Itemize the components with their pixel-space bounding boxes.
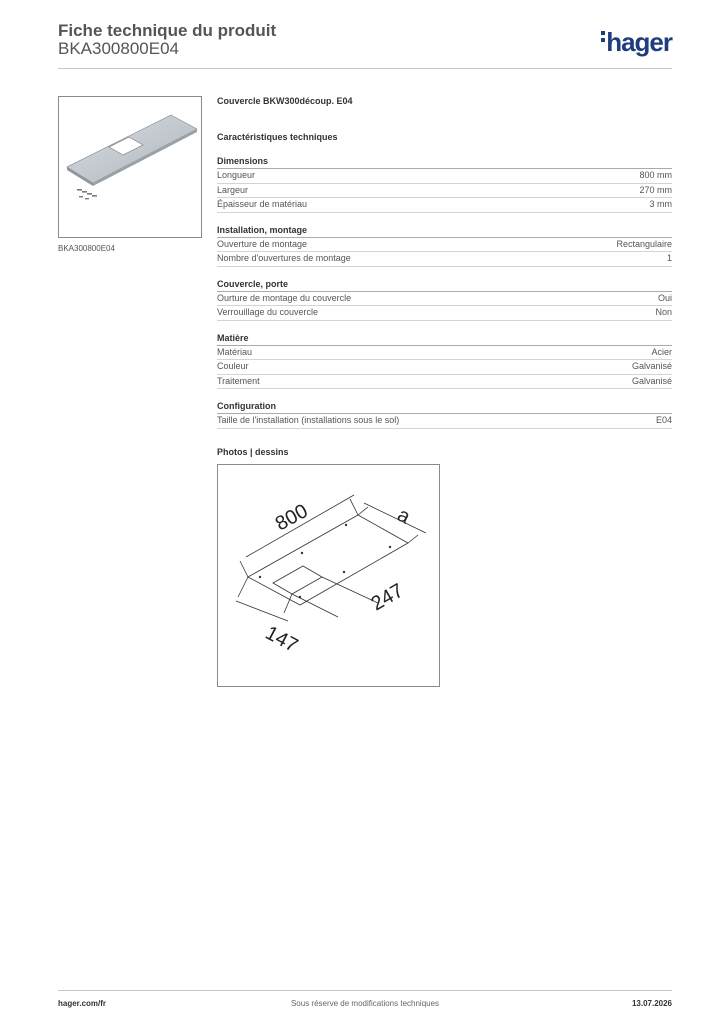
spec-row xyxy=(217,306,672,321)
ext-line xyxy=(238,577,248,597)
dim-line-a xyxy=(364,503,426,533)
mounting-hole-dots xyxy=(259,524,391,598)
dim-label-800: 800 xyxy=(271,499,312,536)
spec-row xyxy=(217,252,672,267)
spec-row xyxy=(217,414,672,429)
footer-date: 13.07.2026 xyxy=(631,999,672,1008)
spec-row xyxy=(217,360,672,375)
spec-value: Acier xyxy=(651,346,672,357)
spec-value: 1 xyxy=(666,253,672,263)
spec-value: Non xyxy=(655,307,672,317)
section-title: Configuration xyxy=(217,401,672,414)
spec-label: Verrouillage du couvercle xyxy=(217,307,319,317)
spec-value: 3 mm xyxy=(649,199,672,209)
screw-set-icon xyxy=(77,189,97,199)
dim-label-147: 147 xyxy=(261,621,302,658)
dim-line-147 xyxy=(236,601,288,621)
ext-line xyxy=(408,535,418,543)
product-image-caption: BKA300800E04 xyxy=(58,244,115,253)
spec-value: 800 mm xyxy=(639,170,672,180)
ext-line xyxy=(240,561,248,577)
spec-label: Matériau xyxy=(217,346,253,357)
section-title: Installation, montage xyxy=(217,225,672,238)
product-code: BKA300800E04 xyxy=(58,39,179,58)
product-details xyxy=(217,96,672,459)
cover-plate-image xyxy=(59,97,201,237)
spec-value: Galvanisé xyxy=(631,361,672,371)
spec-row xyxy=(217,346,672,361)
spec-row xyxy=(217,198,672,213)
spec-row xyxy=(217,169,672,184)
ext-line xyxy=(292,594,338,617)
spec-label: Taille de l'installation (installations sous le sol) xyxy=(217,415,400,425)
photos-heading: Photos | dessins xyxy=(217,446,289,457)
product-name: Couvercle BKW300découp. E04 xyxy=(217,96,353,106)
spec-label: Couleur xyxy=(217,361,249,371)
spec-value: 270 mm xyxy=(639,184,672,195)
spec-label: Ourture de montage du couvercle xyxy=(217,292,352,303)
hager-logo xyxy=(601,27,672,58)
spec-value: Rectangulaire xyxy=(616,238,672,249)
ext-line xyxy=(358,507,368,515)
footer-website-link[interactable]: hager.com/fr xyxy=(58,999,107,1008)
dim-label-a: a xyxy=(393,503,414,529)
dimension-drawing xyxy=(217,464,440,687)
document-title: Fiche technique du produit xyxy=(58,21,277,40)
dimension-drawing-svg xyxy=(218,465,439,686)
spec-value: Galvanisé xyxy=(631,375,672,386)
page-header xyxy=(58,21,672,69)
spec-section-dimensions xyxy=(217,156,672,213)
spec-label: Longueur xyxy=(217,170,256,180)
spec-row xyxy=(217,184,672,199)
specs-heading: Caractéristiques techniques xyxy=(217,132,338,142)
spec-section-configuration xyxy=(217,401,672,429)
spec-section-installation xyxy=(217,225,672,267)
spec-section-material xyxy=(217,333,672,390)
spec-section-cover xyxy=(217,279,672,321)
page-footer xyxy=(58,990,672,1012)
logo-text: hager xyxy=(606,27,672,57)
dim-label-247: 247 xyxy=(367,579,408,616)
spec-row xyxy=(217,375,672,390)
spec-label: Largeur xyxy=(217,184,249,195)
spec-row xyxy=(217,292,672,307)
spec-label: Ouverture de montage xyxy=(217,238,308,249)
product-image xyxy=(58,96,202,238)
cutout-outline xyxy=(273,566,322,594)
spec-row xyxy=(217,238,672,253)
spec-value: E04 xyxy=(655,415,672,425)
section-title: Dimensions xyxy=(217,156,672,169)
spec-value: Oui xyxy=(657,292,672,303)
spec-label: Traitement xyxy=(217,375,260,386)
ext-line xyxy=(350,499,358,515)
section-title: Matière xyxy=(217,333,672,346)
spec-label: Épaisseur de matériau xyxy=(217,199,308,209)
logo-dots-icon xyxy=(601,31,605,45)
footer-disclaimer: Sous réserve de modifications techniques xyxy=(290,999,440,1008)
spec-label: Nombre d'ouvertures de montage xyxy=(217,253,351,263)
section-title: Couvercle, porte xyxy=(217,279,672,292)
